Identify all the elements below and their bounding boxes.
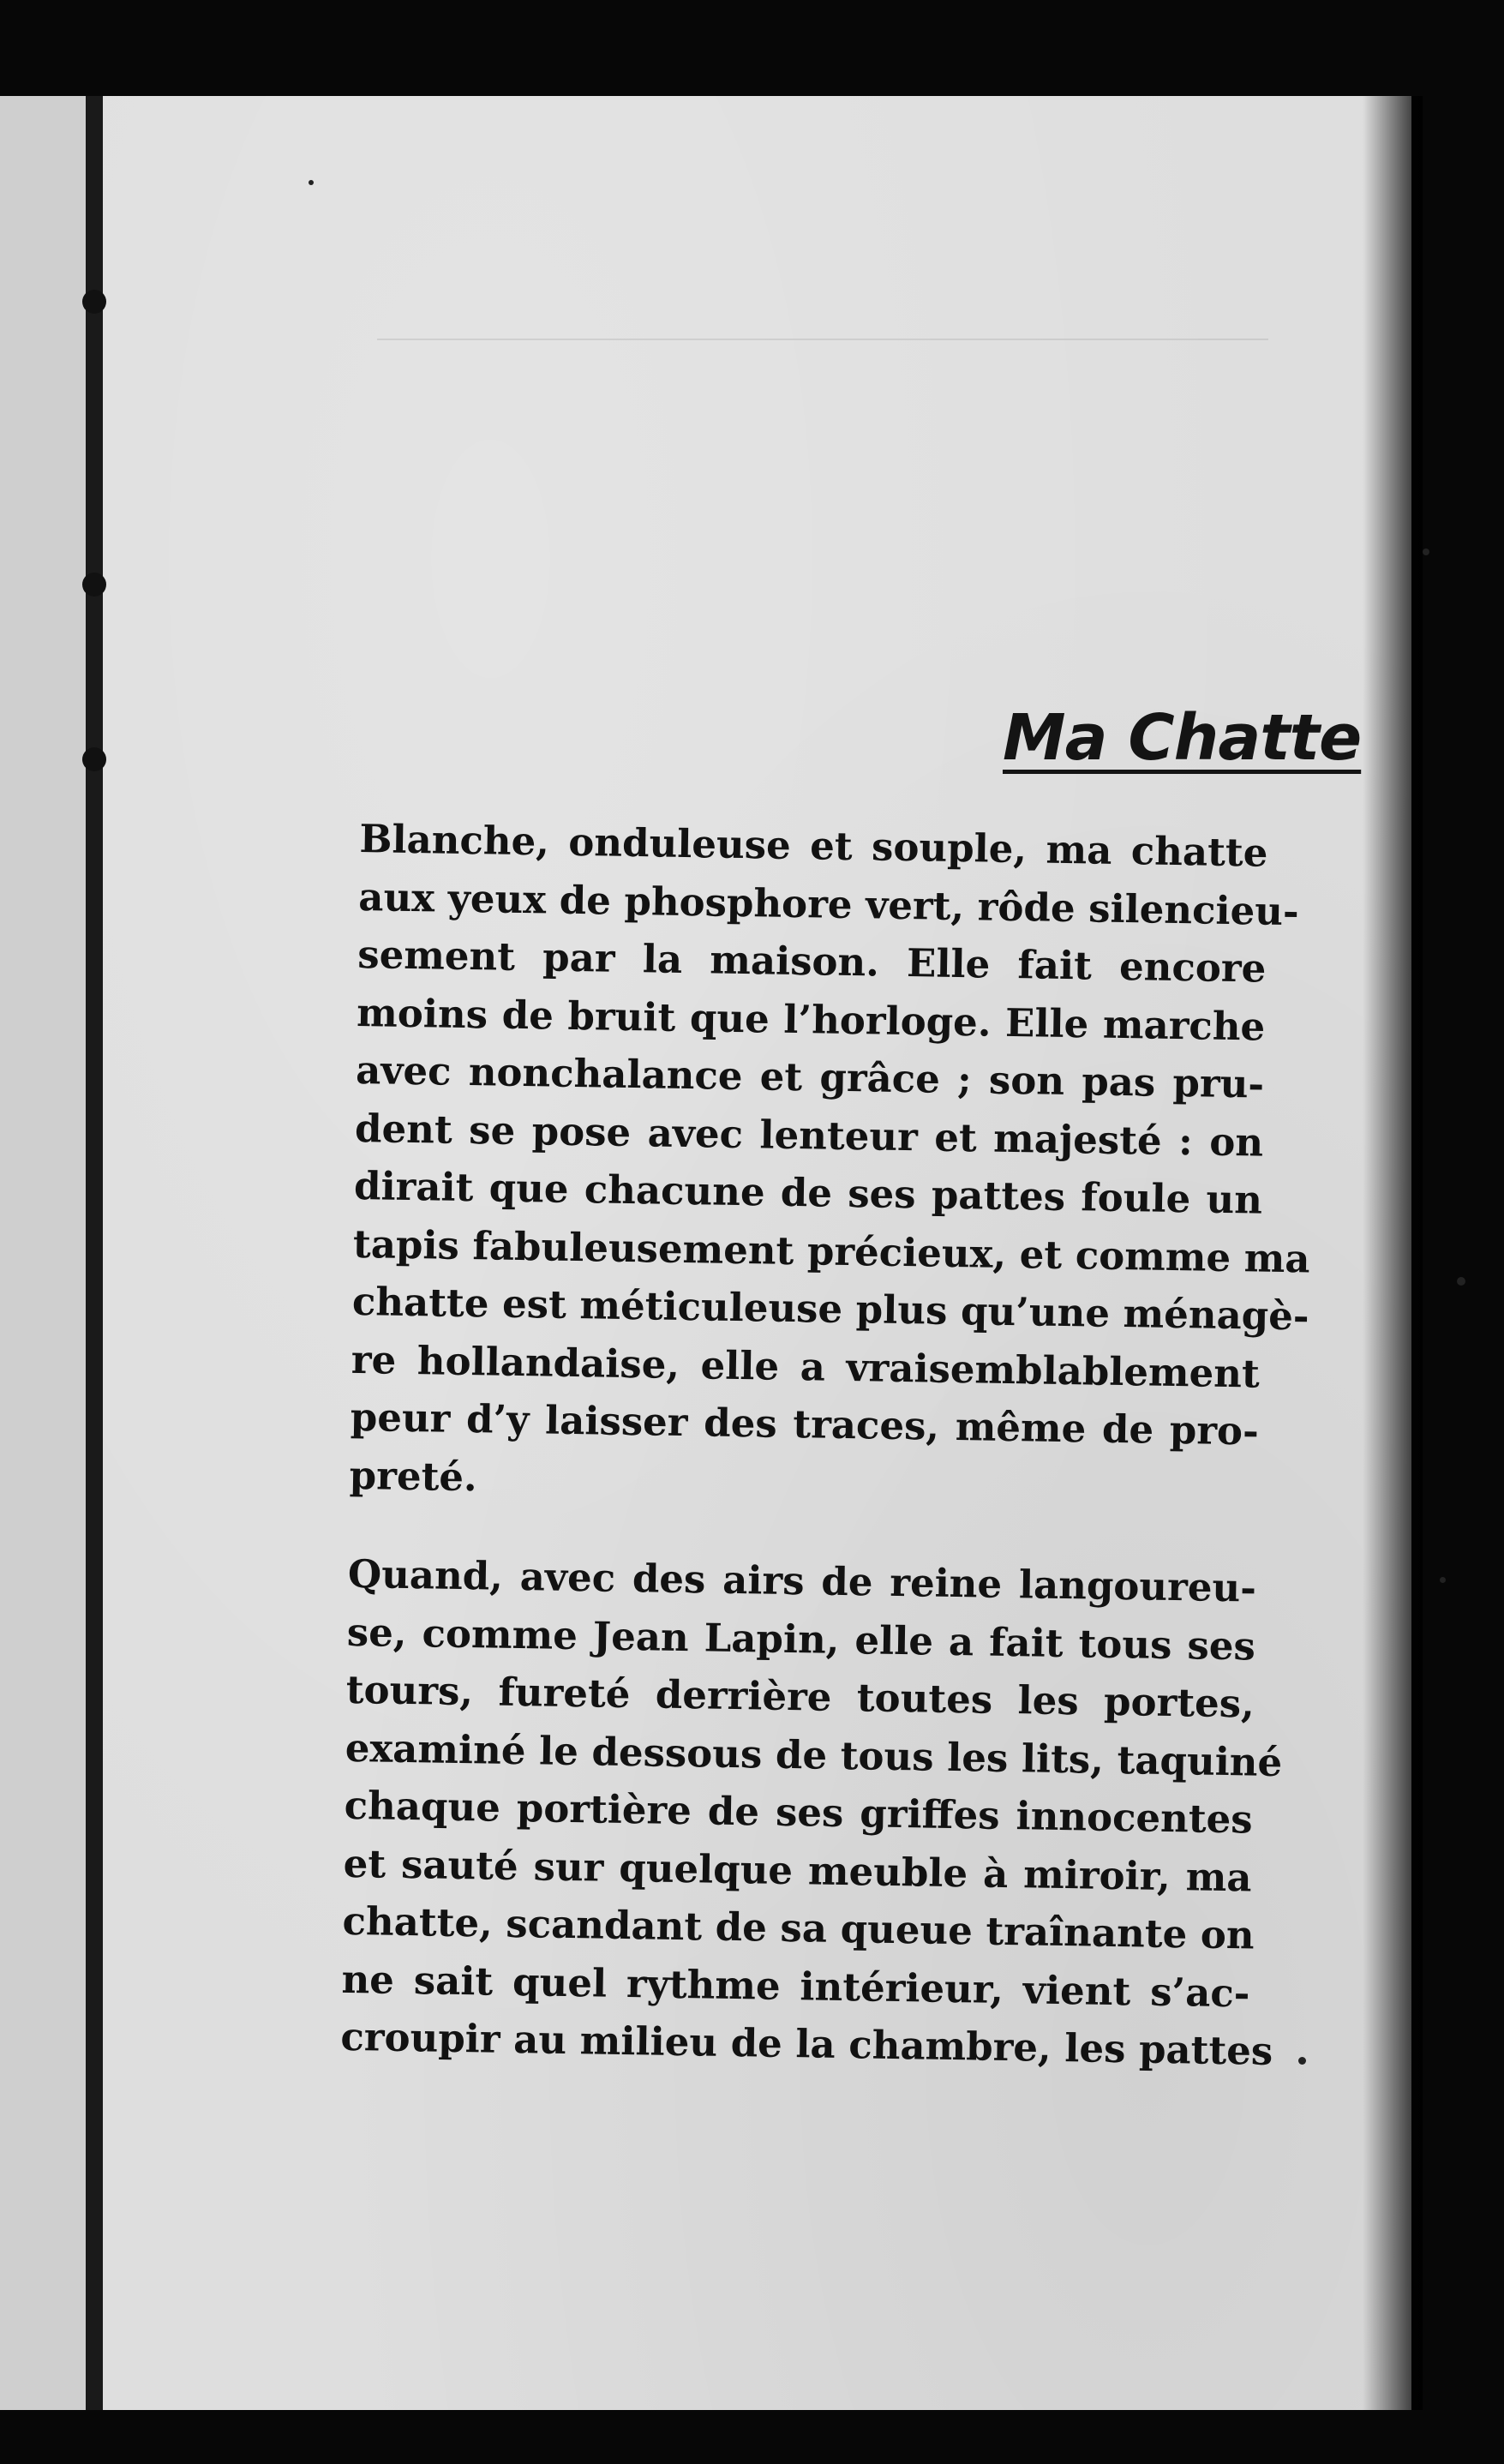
speck bbox=[1457, 1277, 1465, 1286]
show-through-rule bbox=[377, 339, 1268, 340]
text-line: chatte, scandant de sa queue traînante on bbox=[342, 1897, 1255, 1958]
text-line: et sauté sur quelque meuble à miroir, ma bbox=[343, 1840, 1252, 1900]
binding-gutter bbox=[86, 96, 103, 2410]
speck bbox=[1298, 2057, 1306, 2065]
binding-thread-mark bbox=[82, 747, 106, 771]
text-line: dirait que chacune de ses pattes foule un bbox=[353, 1162, 1263, 1223]
text-line: chatte est méticuleuse plus qu’une ménagè- bbox=[351, 1278, 1309, 1340]
facing-page-edge bbox=[0, 96, 86, 2410]
text-line: examiné le dessous de tous les lits, taquiné bbox=[345, 1724, 1283, 1785]
text-line: aux yeux de phosphore vert, rôde silencieu- bbox=[357, 873, 1300, 934]
text-line: preté. bbox=[349, 1452, 478, 1500]
text-line: tours, fureté derrière toutes les portes, bbox=[345, 1666, 1255, 1727]
speck bbox=[1423, 549, 1429, 555]
page-edge-shadow bbox=[1363, 96, 1423, 2410]
paragraph bbox=[340, 1545, 1283, 2080]
binding-thread-mark bbox=[82, 290, 106, 314]
page-title: Ma Chatte bbox=[1003, 701, 1362, 775]
text-line: croupir au milieu de la chambre, les pattes bbox=[340, 2013, 1273, 2074]
text-line: re hollandaise, elle a vraisemblablement bbox=[351, 1336, 1261, 1397]
body-text bbox=[340, 810, 1310, 2080]
text-line: Blanche, onduleuse et souple, ma chatte bbox=[359, 815, 1268, 876]
text-line: moins de bruit que l’horloge. Elle marche bbox=[356, 989, 1266, 1050]
binding-thread-mark bbox=[82, 573, 106, 597]
text-line: ne sait quel rythme intérieur, vient s’ac- bbox=[341, 1956, 1250, 2016]
paragraph bbox=[349, 810, 1310, 1519]
text-line: dent se pose avec lenteur et majesté : on bbox=[354, 1105, 1264, 1166]
text-line: tapis fabuleusement précieux, et comme ma bbox=[352, 1220, 1310, 1281]
text-line: chaque portière de ses griffes innocentes bbox=[344, 1782, 1254, 1843]
text-line: Quand, avec des airs de reine langoureu- bbox=[347, 1550, 1257, 1611]
text-line: peur d’y laisser des traces, même de pro- bbox=[350, 1394, 1260, 1454]
text-line: se, comme Jean Lapin, elle a fait tous ses bbox=[346, 1609, 1256, 1670]
speck bbox=[309, 180, 314, 185]
text-line: sement par la maison. Elle fait encore bbox=[357, 931, 1267, 992]
speck bbox=[1440, 1577, 1446, 1583]
text-line: avec nonchalance et grâce ; son pas pru- bbox=[355, 1046, 1265, 1107]
